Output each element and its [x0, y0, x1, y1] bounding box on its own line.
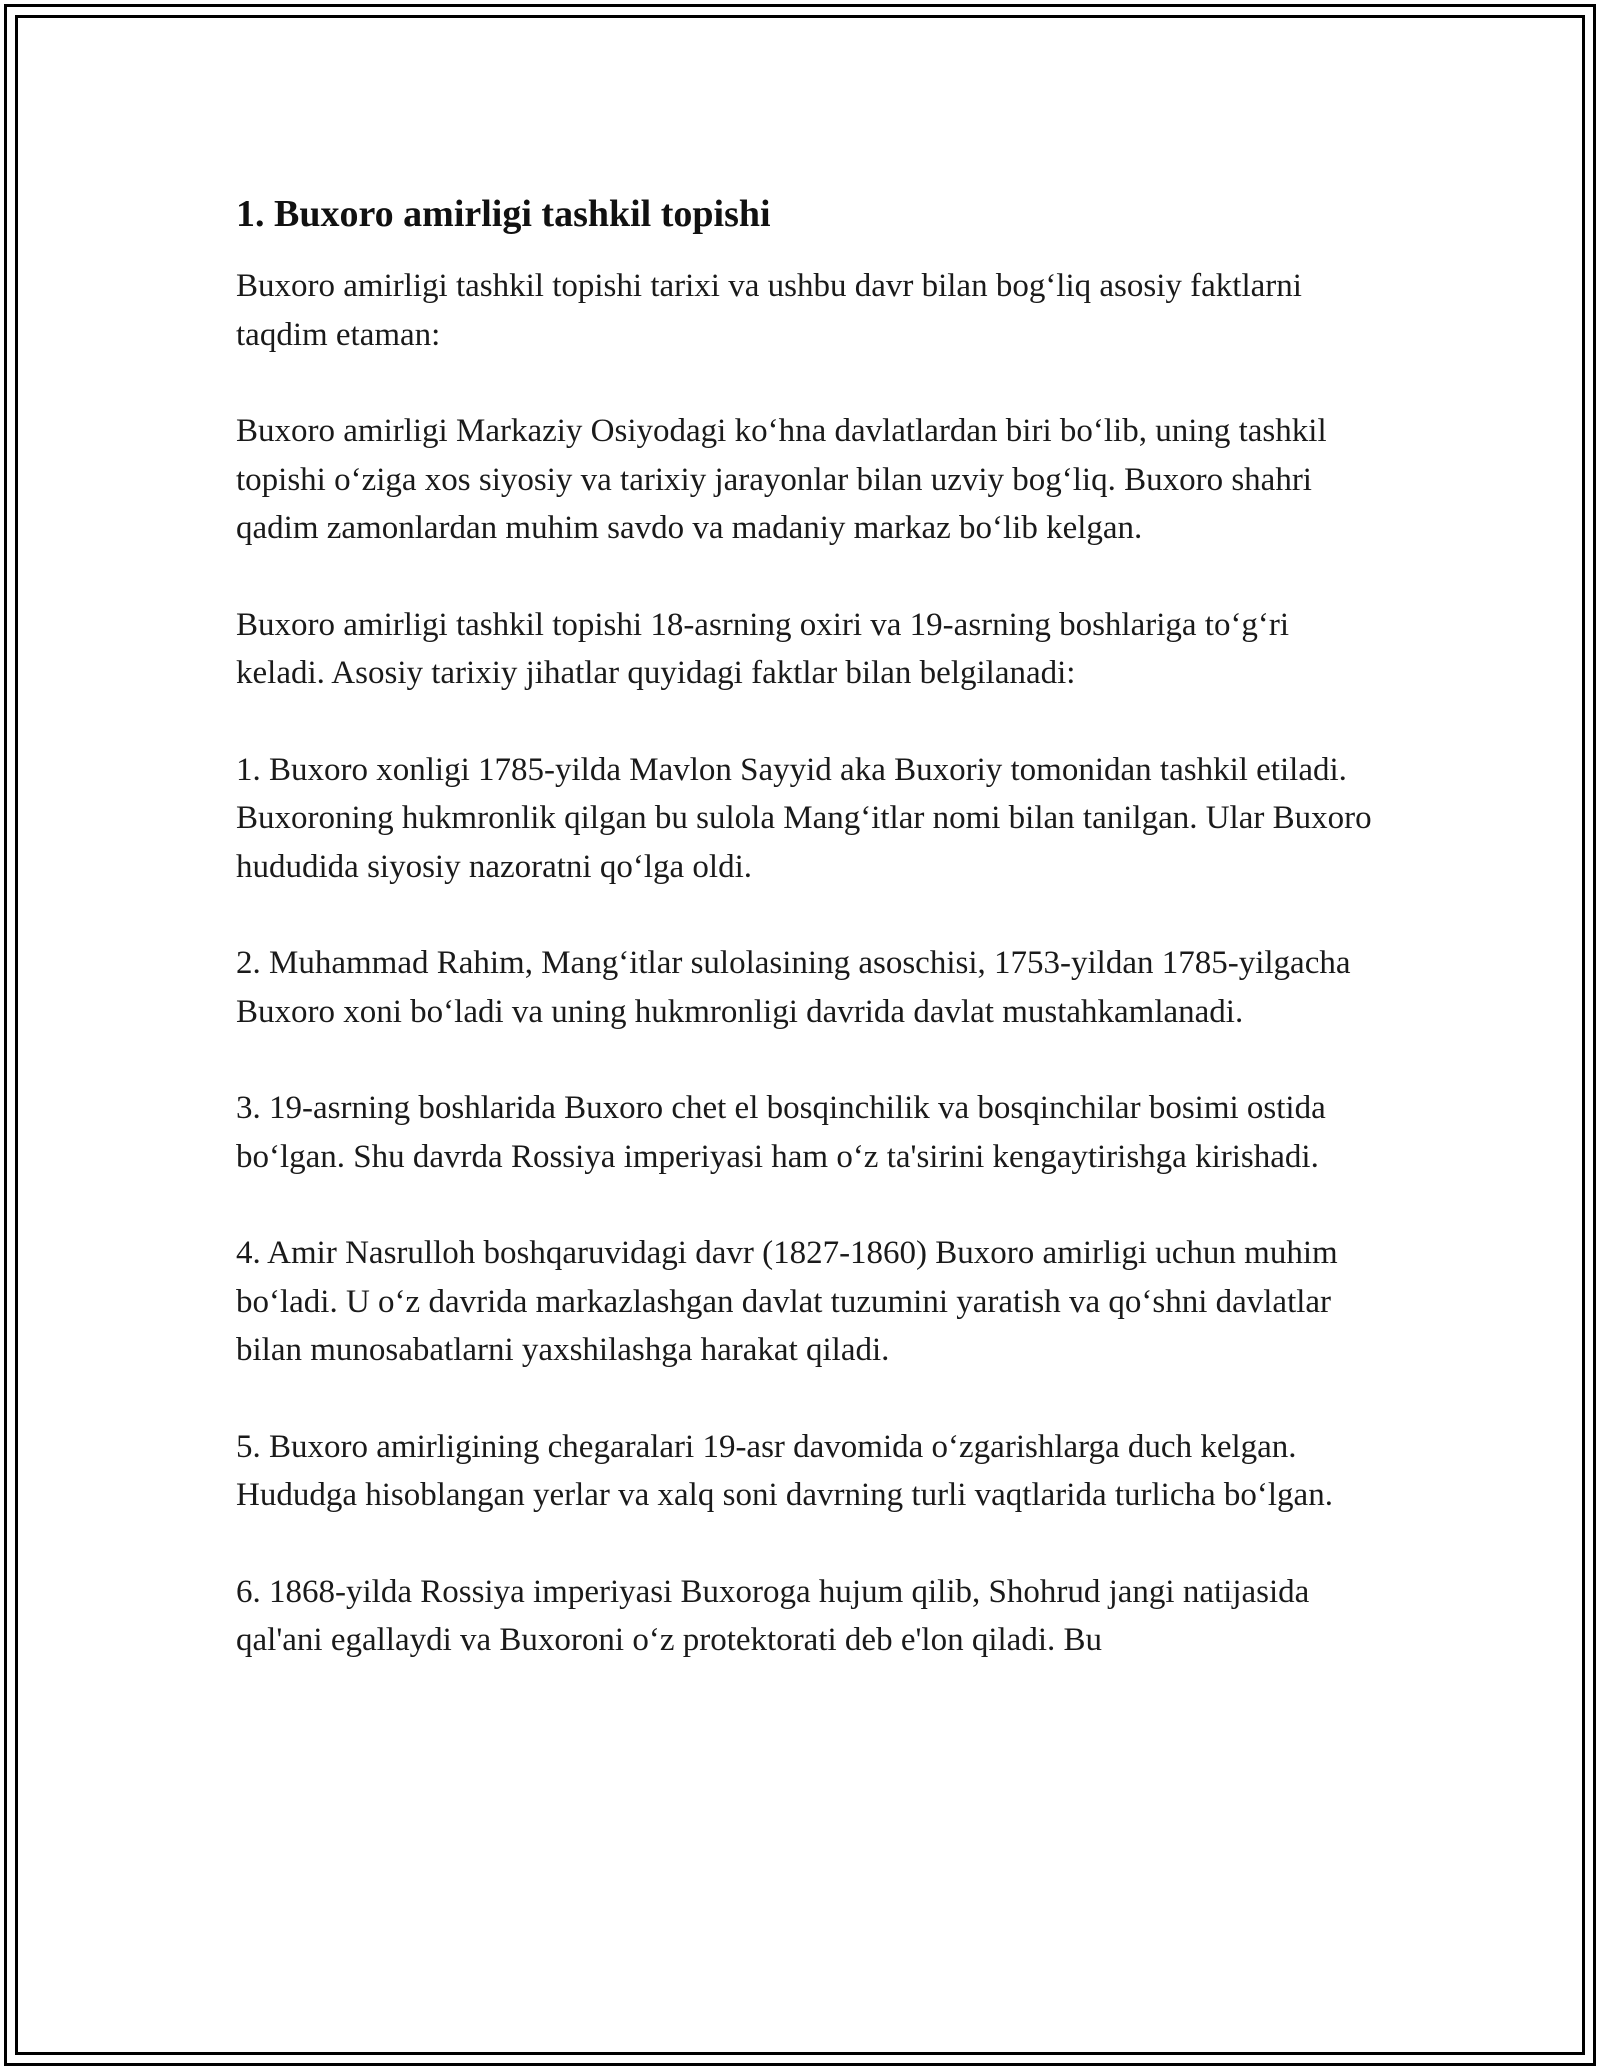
- paragraph-period: Buxoro amirligi tashkil topishi 18-asrning oxiri va 19-asrning boshlariga to‘g‘ri keladi. Asosiy tarixiy jihatlar quyidagi faktlar bilan belgilanadi:: [236, 606, 1290, 691]
- list-item: 1. Buxoro xonligi 1785-yilda Mavlon Sayyid aka Buxoriy tomonidan tashkil etiladi. Buxoroning hukmronlik qilgan bu sulola Mang‘itlar nomi bilan tanilgan. Ular Buxoro hududida siyosiy nazoratni qo‘lga oldi.: [236, 751, 1372, 885]
- document-body: [236, 188, 1376, 1713]
- list-item: 6. 1868-yilda Rossiya imperiyasi Buxoroga hujum qilib, Shohrud jangi natijasida qal'ani egallaydi va Buxoroni o‘z protektorati deb e'lon qiladi. Bu: [236, 1573, 1310, 1658]
- list-item: 3. 19-asrning boshlarida Buxoro chet el bosqinchilik va bosqinchilar bosimi ostida bo‘lgan. Shu davrda Rossiya imperiyasi ham o‘z ta'sirini kengaytirishga kirishadi.: [236, 1090, 1326, 1175]
- list-item: 4. Amir Nasrulloh boshqaruvidagi davr (1827-1860) Buxoro amirligi uchun muhim bo‘ladi. U o‘z davrida markazlashgan davlat tuzumini yaratish va qo‘shni davlatlar bilan munosabatlarni yaxshilashga harakat qiladi.: [236, 1235, 1338, 1368]
- list-item: 5. Buxoro amirligining chegaralari 19-asr davomida o‘zgarishlarga duch kelgan. Hududga hisoblangan yerlar va xalq soni davrning turli vaqtlarida turlicha bo‘lgan.: [236, 1428, 1333, 1513]
- intro-paragraph: Buxoro amirligi tashkil topishi tarixi va ushbu davr bilan bog‘liq asosiy faktlarni taqdim etaman:: [236, 268, 1302, 353]
- list-item: 2. Muhammad Rahim, Mang‘itlar sulolasining asoschisi, 1753-yildan 1785-yilgacha Buxoro xoni bo‘ladi va uning hukmronligi davrida davlat mustahkamlanadi.: [236, 945, 1351, 1030]
- paragraph-overview: Buxoro amirligi Markaziy Osiyodagi ko‘hna davlatlardan biri bo‘lib, uning tashkil topishi o‘ziga xos siyosiy va tarixiy jarayonlar bilan uzviy bog‘liq. Buxoro shahri qadim zamonlardan muhim savdo va madaniy markaz bo‘lib kelgan.: [236, 413, 1327, 546]
- page-title: 1. Buxoro amirligi tashkil topishi: [236, 193, 771, 235]
